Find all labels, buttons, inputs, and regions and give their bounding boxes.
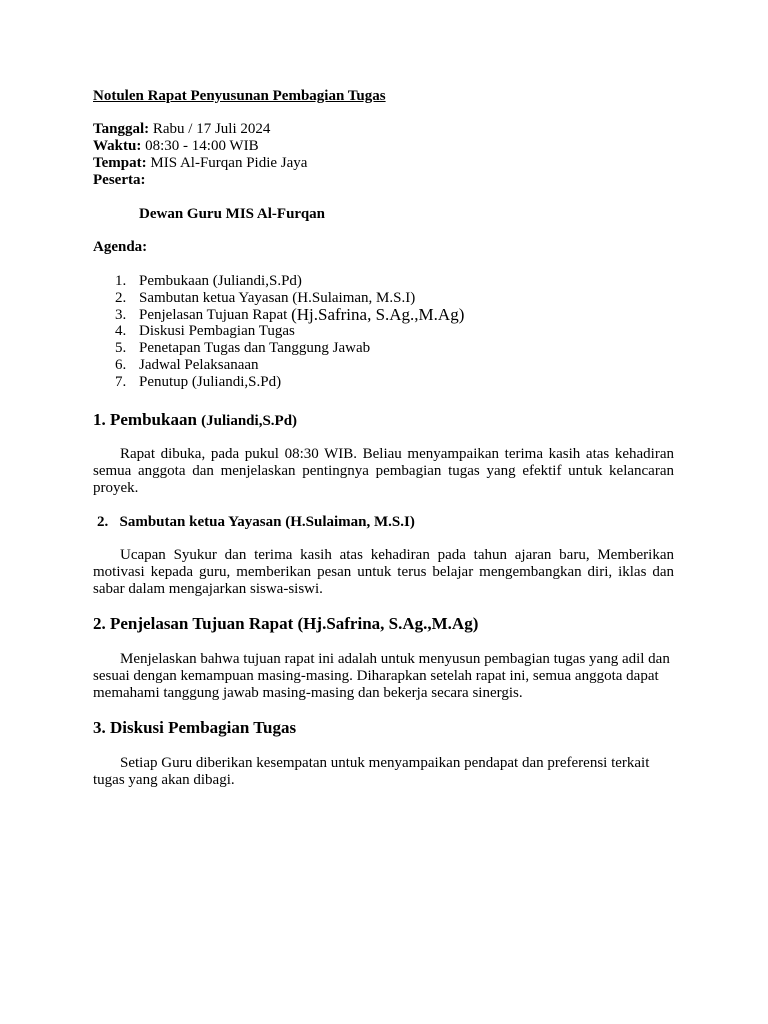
tempat-value: MIS Al-Furqan Pidie Jaya [146,155,308,171]
agenda-item: 3. Penjelasan Tujuan Rapat (Hj.Safrina, S.Ag.,M.Ag) [115,304,465,324]
waktu-value: 08:30 - 14:00 WIB [141,138,259,154]
tanggal-label: Tanggal: [93,121,150,137]
meta-waktu [93,138,259,155]
section-body-diskusi: Setiap Guru diberikan kesempatan untuk menyampaikan pendapat dan preferensi terkait tugas yang akan dibagi. [93,755,650,788]
agenda-item: 4. Diskusi Pembagian Tugas [115,323,295,340]
section-body-pembukaan: Rapat dibuka, pada pukul 08:30 WIB. Beliau menyampaikan terima kasih atas kehadiran semua anggota dan menjelaskan pentingnya pembagian tugas yang efektif untuk kelancaran proyek. [93,446,674,496]
waktu-label: Waktu: [93,138,142,154]
section-heading-sambutan: 2. Sambutan ketua Yayasan (H.Sulaiman, M.S.I) [97,514,415,530]
agenda-item: 7. Penutup (Juliandi,S.Pd) [115,373,282,390]
meta-peserta [93,172,145,189]
agenda-label: Agenda: [93,239,148,255]
meta-tanggal [93,121,270,138]
section-body-sambutan: Ucapan Syukur dan terima kasih atas kehadiran pada tahun ajaran baru, Memberikan motivasi kepada guru, memberikan pesan untuk terus belajar mengembangkan diri, iklas dan sabar dalam mengajarkan siswa-siswi. [93,547,674,597]
peserta-label: Peserta: [93,172,146,188]
agenda-list [93,273,464,391]
agenda-item: 1. Pembukaan (Juliandi,S.Pd) [115,273,302,289]
section-heading-penjelasan: 2. Penjelasan Tujuan Rapat (Hj.Safrina, S.Ag.,M.Ag) [93,614,479,633]
peserta-value: Dewan Guru MIS Al-Furqan [139,206,326,222]
section-heading-pembukaan: 1. Pembukaan (Juliandi,S.Pd) [93,410,298,429]
document-title: Notulen Rapat Penyusunan Pembagian Tugas [93,88,386,104]
section-heading-diskusi: 3. Diskusi Pembagian Tugas [93,718,297,737]
tempat-label: Tempat: [93,155,147,171]
tanggal-value: Rabu / 17 Juli 2024 [149,121,271,137]
agenda-item: 5. Penetapan Tugas dan Tanggung Jawab [115,340,371,357]
agenda-item: 6. Jadwal Pelaksanaan [115,356,259,373]
meta-tempat [93,155,307,172]
section-body-penjelasan: Menjelaskan bahwa tujuan rapat ini adalah untuk menyusun pembagian tugas yang adil dan sesuai dengan kemampuan masing-masing. Diharapkan setelah rapat ini, semua anggota dapat memahami tanggung jawab masing-masing dan bekerja secara sinergis. [93,651,670,701]
agenda-item: 2. Sambutan ketua Yayasan (H.Sulaiman, M.S.I) [115,289,416,306]
